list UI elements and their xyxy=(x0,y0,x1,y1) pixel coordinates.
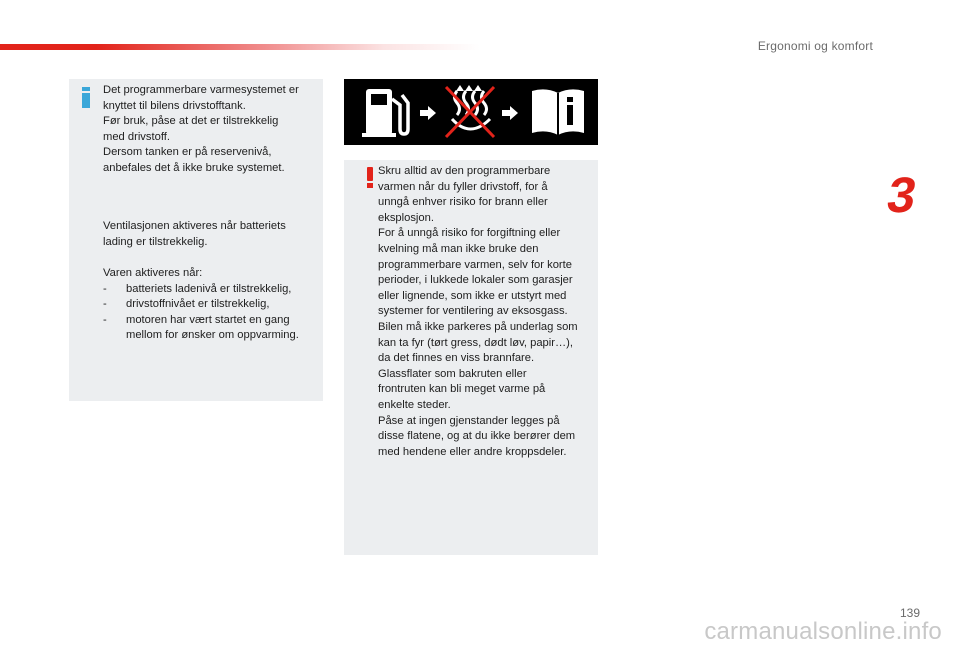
list-item xyxy=(103,297,299,313)
arrow-right-icon xyxy=(502,106,518,120)
list-intro: Varen aktiveres når: xyxy=(103,267,203,279)
text-line: unngå enhver risiko for brann eller xyxy=(378,196,548,209)
text-line: programmerbare varmen, selv for korte xyxy=(378,258,572,271)
text-line: mellom for ønsker om oppvarming. xyxy=(126,329,299,342)
text-line: da det finnes en viss brannfare. xyxy=(378,352,535,365)
text-line: Ventilasjonen aktiveres når batteriets xyxy=(103,220,286,232)
text-line: systemer for ventilering av eksosgass. xyxy=(378,305,568,318)
text-line: lading er tilstrekkelig. xyxy=(103,235,208,248)
text-line: For å unngå risiko for forgiftning eller xyxy=(378,227,561,240)
warning-text xyxy=(378,164,578,460)
arrow-right-icon xyxy=(420,106,436,120)
heater-crossed-icon xyxy=(446,85,494,137)
list-item xyxy=(103,282,299,298)
watermark[interactable]: carmanualsonline.info xyxy=(704,618,942,645)
text-line: med drivstoff. xyxy=(103,130,170,143)
list-dash: - xyxy=(103,313,107,326)
text-line: enkelte steder. xyxy=(378,398,451,411)
text-line: frontruten kan bli meget varme på xyxy=(378,383,546,396)
text-line: varmen når du fyller drivstoff, for å xyxy=(378,180,548,193)
section-title: Ergonomi og komfort xyxy=(757,39,873,53)
header-accent-bar xyxy=(0,44,480,50)
text-line: drivstoffnivået er tilstrekkelig, xyxy=(126,298,270,311)
warning-icon xyxy=(364,167,378,189)
info-paragraph-2 xyxy=(103,219,286,250)
text-line: eksplosjon. xyxy=(378,211,434,224)
manual-info-icon xyxy=(532,89,584,135)
text-line: perioder, i lukkede lokaler som garasjer xyxy=(378,274,573,287)
info-paragraph-1 xyxy=(103,83,299,177)
text-line: Bilen må ikke parkeres på underlag som xyxy=(378,320,578,333)
text-line: kan ta fyr (tørt gress, dødt løv, papir…), xyxy=(378,336,573,349)
fuel-pump-icon xyxy=(362,89,408,137)
info-box xyxy=(69,79,323,401)
info-icon xyxy=(80,87,92,109)
text-line: Før bruk, påse at det er tilstrekkelig xyxy=(103,115,279,128)
list-dash: - xyxy=(103,298,107,311)
text-line: motoren har vært startet en gang xyxy=(126,313,290,326)
text-line: Glassflater som bakruten eller xyxy=(378,367,527,380)
text-line: kvelning må man ikke bruke den xyxy=(378,242,539,255)
warning-box xyxy=(344,160,598,555)
text-line: Det programmerbare varmesystemet er xyxy=(103,84,299,96)
text-line: med hendene eller andre kroppsdeler. xyxy=(378,445,567,458)
text-line: knyttet til bilens drivstofftank. xyxy=(103,99,246,112)
text-line: Skru alltid av den programmerbare xyxy=(378,165,551,177)
warning-pictogram xyxy=(344,79,598,145)
text-line: anbefales det å ikke bruke systemet. xyxy=(103,161,285,174)
chapter-number: 3 xyxy=(883,167,921,223)
page-number: 139 xyxy=(899,606,920,620)
list-dash: - xyxy=(103,282,107,295)
text-line: batteriets ladenivå er tilstrekkelig, xyxy=(126,282,292,295)
list-item xyxy=(103,313,299,344)
text-line: Dersom tanken er på reservenivå, xyxy=(103,146,272,159)
info-paragraph-3 xyxy=(103,266,299,344)
text-line: disse flatene, og at du ikke berører dem xyxy=(378,430,576,443)
text-line: eller lignende, som ikke er utstyrt med xyxy=(378,289,567,302)
text-line: Påse at ingen gjenstander legges på xyxy=(378,414,560,427)
